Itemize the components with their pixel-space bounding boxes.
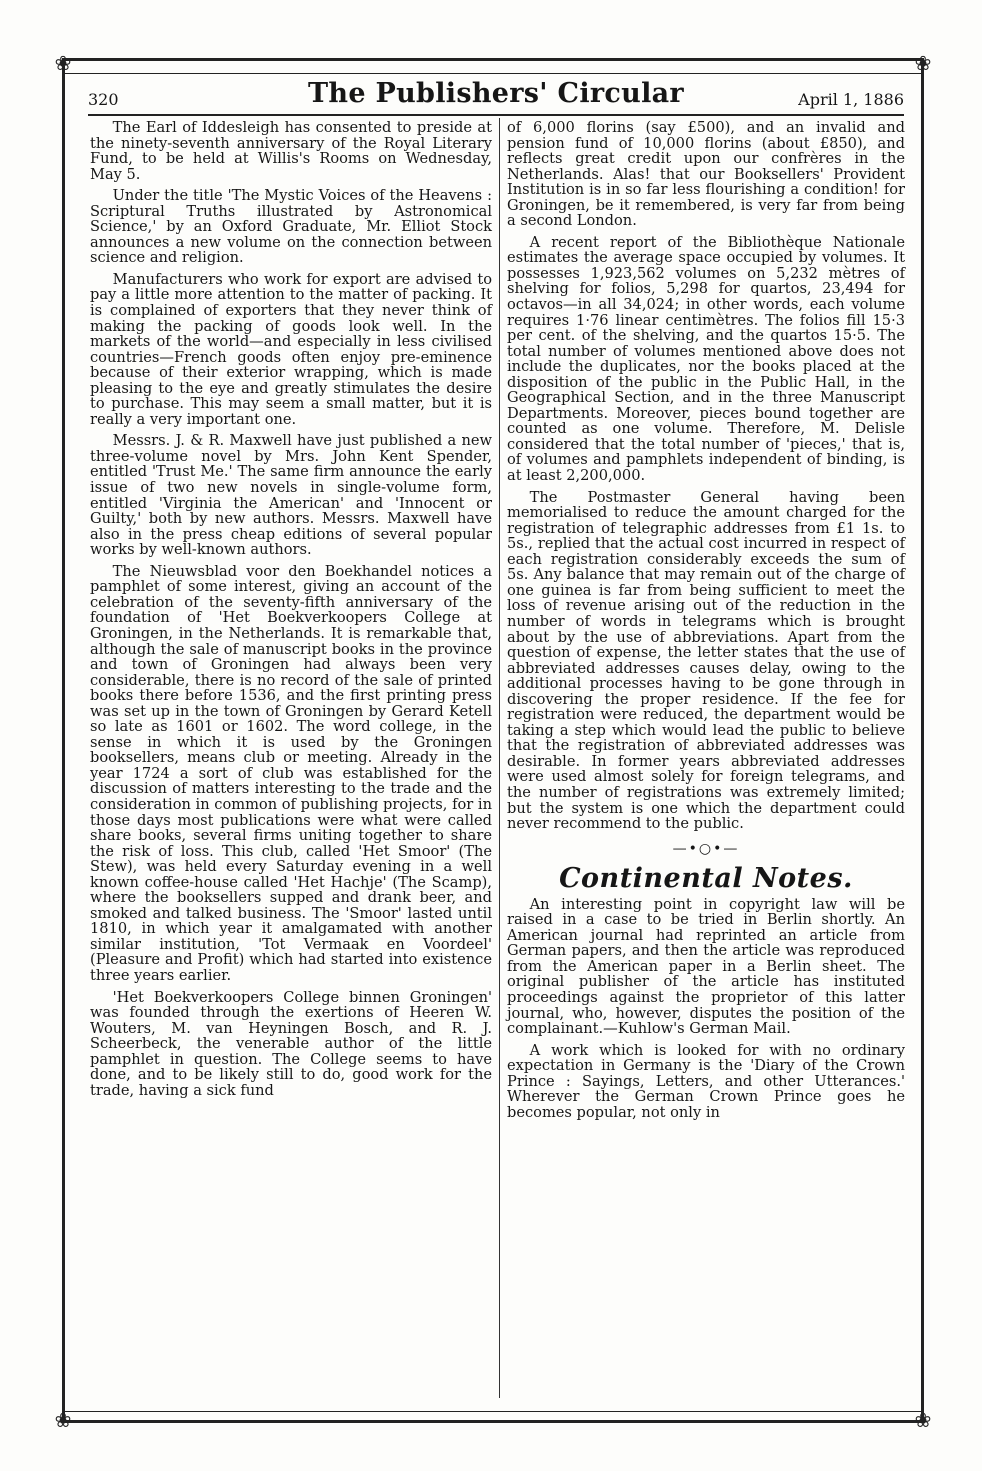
paragraph: Messrs. J. & R. Maxwell have just published a new three-volume novel by Mrs. John Kent Spender, entitled 'Trust Me.' The same firm announce the early issue of two new novels in single-volume form, entitled 'Virginia the American' and 'Innocent or Guilty,' both by new authors. Messrs. Maxwell have also in the press cheap editions of several popular works by well-known authors. <box>90 432 492 559</box>
right-border-rule <box>921 58 924 1423</box>
corner-ornament-icon: ❀ <box>54 1408 72 1432</box>
journal-title: The Publishers' Circular <box>308 78 684 109</box>
paragraph: Under the title 'The Mystic Voices of the Heavens : Scriptural Truths illustrated by Astronomical Science,' by an Oxford Graduate, Mr. Elliot Stock announces a new volume on the connection between science and religion. <box>90 187 492 267</box>
paragraph: An interesting point in copyright law will be raised in a case to be tried in Berlin shortly. An American journal had reprinted an article from German papers, and then the article was reproduced from the American paper in a Berlin sheet. The original publisher of the article has instituted proceedings against the proprietor of this latter journal, who, however, disputes the position of the complainant.—Kuhlow's German Mail. <box>507 895 905 1038</box>
paragraph: The Nieuwsblad voor den Boekhandel notices a pamphlet of some interest, giving an account of the celebration of the seventy-fifth anniversary of the foundation of 'Het Boekverkoopers College at Groningen, in the Netherlands. It is remarkable that, although the sale of manuscript books in the province and town of Groningen had always been very considerable, there is no record of the sale of printed books there before 1536, and the first printing press was set up in the town of Groningen by Gerard Ketell so late as 1601 or 1602. The word college, in the sense in which it is used by the Groningen booksellers, means club or meeting. Already in the year 1724 a sort of club was established for the discussion of matters interesting to the trade and the consideration in common of publishing projects, for in those days most publications were what were called share books, several firms uniting together to share the risk of loss. This club, called 'Het Smoor' (The Stew), was held every Saturday evening in a well known coffee-house called 'Het Hachje' (The Scamp), where the booksellers supped and drank beer, and smoked and talked business. The 'Smoor' lasted until 1810, in which year it amalgamated with another similar institution, 'Tot Vermaak en Voordeel' (Pleasure and Profit) which had started into existence three years earlier. <box>90 562 492 984</box>
corner-ornament-icon: ❀ <box>54 51 72 75</box>
right-column <box>507 120 905 1126</box>
left-column <box>90 120 492 1104</box>
paragraph: A recent report of the Bibliothèque Nationale estimates the average space occupied by volumes. It possesses 1,923,562 volumes on 5,232 mètres of shelving for folios, 5,298 for quartos, 23,494 for octavos—in all 34,024; in other words, each volume requires 1·76 linear centimètres. The folios fill 15·3 per cent. of the shelving, and the quartos 15·5. The total number of volumes mentioned above does not include the duplicates, nor the books placed at the disposition of the public in the Public Hall, in the Geographical Section, and in the three Manuscript Departments. Moreover, pieces bound together are counted as one volume. Therefore, M. Delisle considered that the total number of 'pieces,' that is, of volumes and pamphlets independent of binding, is at least 2,200,000. <box>507 233 905 485</box>
paragraph: The Earl of Iddesleigh has consented to preside at the ninety-seventh anniversary of the Royal Literary Fund, to be held at Willis's Rooms on Wednesday, May 5. <box>90 119 492 183</box>
bottom-border-rule <box>62 1411 924 1423</box>
paragraph: Manufacturers who work for export are advised to pay a little more attention to the matter of packing. It is complained of exporters that they never think of making the packing of goods look well. In the markets of the world—and especially in less civilised countries—French goods often enjoy pre-eminence because of their exterior wrapping, which is made pleasing to the eye and greatly stimulates the desire to purchase. This may seem a small matter, but it is really a very important one. <box>90 270 492 428</box>
section-heading: Continental Notes. <box>559 863 853 895</box>
left-border-rule <box>62 58 65 1423</box>
corner-ornament-icon: ❀ <box>914 1408 932 1432</box>
top-border-rule <box>62 58 924 74</box>
paragraph: The Postmaster General having been memorialised to reduce the amount charged for the registration of telegraphic addresses from £1 1s. to 5s., replied that the actual cost incurred in respect of each registration considerably exceeds the sum of 5s. Any balance that may remain out of the charge of one guinea is far from being sufficient to meet the loss of revenue arising out of the reduction in the number of words in telegrams which is brought about by the use of abbreviations. Apart from the question of expense, the letter states that the use of abbreviated addresses causes delay, owing to the additional processes having to be gone through in discovering the proper residence. If the fee for registration were reduced, the department would be taking a step which would lead the public to believe that the registration of abbreviated addresses was desirable. In former years abbreviated addresses were used almost solely for foreign telegrams, and the number of registrations was extremely limited; but the system is one which the department could never recommend to the public. <box>507 488 905 833</box>
section-ornament: —•○•— <box>672 840 740 857</box>
column-divider <box>499 118 500 1398</box>
paragraph: A work which is looked for with no ordinary expectation in Germany is the 'Diary of the Crown Prince : Sayings, Letters, and other Utterances.' Wherever the German Crown Prince goes he becomes popular, not only in <box>507 1041 905 1121</box>
corner-ornament-icon: ❀ <box>914 51 932 75</box>
paragraph-continuation: of 6,000 florins (say £500), and an invalid and pension fund of 10,000 florins (about £850), and reflects great credit upon our confrères in the Netherlands. Alas! that our Booksellers' Provident Institution is in so far less flourishing a condition! for Groningen, be it remembered, is very far from being a second London. <box>507 119 905 230</box>
page-header <box>88 78 904 116</box>
issue-date: April 1, 1886 <box>798 90 904 109</box>
paragraph: 'Het Boekverkoopers College binnen Groningen' was founded through the exertions of Heeren W. Wouters, M. van Heyningen Bosch, and R. J. Scheerbeck, the venerable author of the little pamphlet in question. The College seems to have done, and to be likely still to do, good work for the trade, having a sick fund <box>90 988 492 1099</box>
page-number: 320 <box>88 90 119 109</box>
